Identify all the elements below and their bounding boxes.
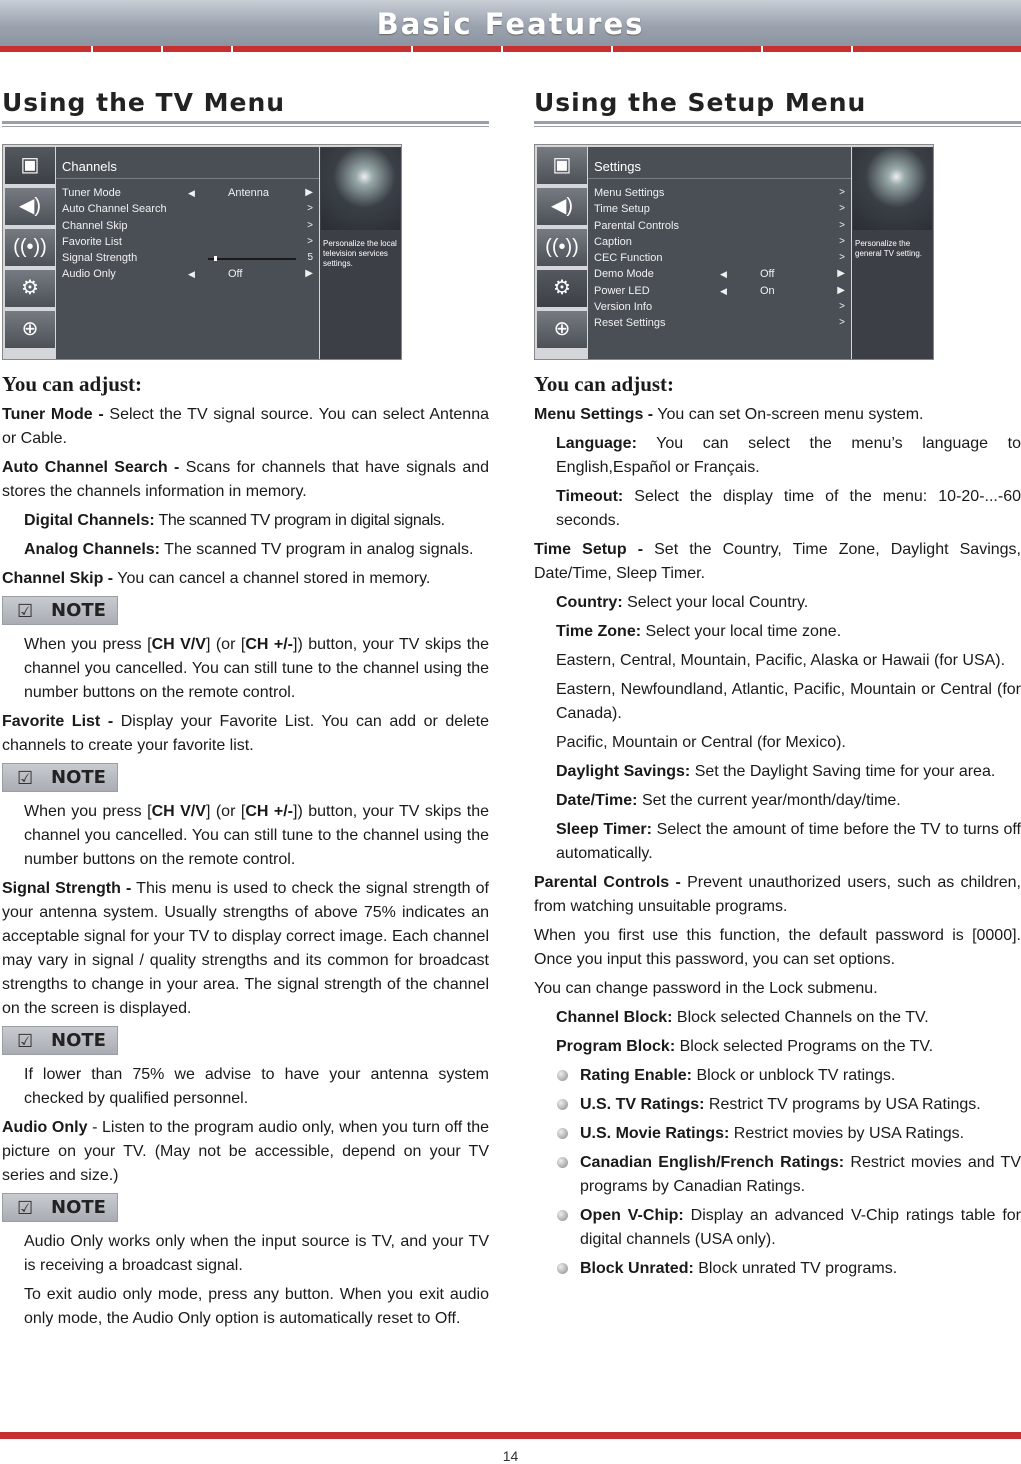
globe-icon: ⊕ (537, 311, 587, 348)
menu-panel (588, 147, 851, 359)
adjust-heading: You can adjust: (534, 372, 675, 396)
menu-row-label: Signal Strength (62, 252, 138, 265)
section-rule (2, 121, 489, 127)
menu-row-label: Menu Settings (594, 187, 665, 199)
menu-preview (320, 147, 401, 359)
canadian-ratings-item: Canadian English/French Ratings: Restrict movies and TV programs by Canadian Ratings. (534, 1151, 1021, 1199)
right-column (534, 88, 1021, 1286)
menu-row[interactable] (62, 266, 319, 282)
digital-channels-paragraph: Digital Channels: The scanned TV program in digital signals. (24, 512, 445, 529)
note-signal-text: If lower than 75% we advise to have your antenna system checked by qualified personnel. (24, 1066, 489, 1107)
menu-row[interactable] (594, 234, 851, 250)
note-badge: ☑ NOTE (2, 596, 118, 625)
menu-row-label: Auto Channel Search (62, 203, 167, 216)
time-zone-usa: Eastern, Central, Mountain, Pacific, Alaska or Hawaii (for USA). (556, 652, 1006, 669)
arrow-right-icon: > (839, 317, 845, 329)
menu-panel (56, 147, 319, 359)
menu-row[interactable] (594, 201, 851, 217)
arrow-right-icon: > (839, 219, 845, 231)
country-paragraph: Country: Select your local Country. (556, 594, 809, 611)
satellite-dish-image (321, 148, 400, 230)
sound-icon: ◀) (537, 188, 587, 225)
arrow-right-icon: ▶ (837, 284, 845, 296)
bullet-icon (557, 1128, 568, 1139)
picture-icon: ▣ (537, 147, 587, 184)
section-title: Using the TV Menu (2, 88, 286, 117)
note-badge: ☑ NOTE (2, 763, 118, 792)
password-change-paragraph: You can change password in the Lock submenu. (534, 980, 878, 997)
menu-row-label: Tuner Mode (62, 187, 121, 199)
menu-row-label: CEC Function (594, 252, 663, 265)
arrow-left-icon: ◀ (188, 269, 195, 280)
adjust-heading: You can adjust: (2, 372, 143, 396)
note-icon: ☑ (17, 600, 34, 621)
picture-icon: ▣ (5, 147, 55, 184)
auto-channel-paragraph: Auto Channel Search - Scans for channels that have signals and stores the channels information in memory. (2, 459, 490, 500)
sleep-timer-paragraph: Sleep Timer: Select the amount of time before the TV to turns off automatically. (556, 821, 1021, 862)
arrow-right-icon: > (839, 301, 845, 313)
left-column (2, 88, 489, 1336)
arrow-left-icon: ◀ (720, 285, 727, 296)
page-header (0, 0, 1021, 48)
audio-only-paragraph: Audio Only - Listen to the program audio only, when you turn off the picture on your TV. (May not be accessible, depend on your TV series and size.) (2, 1119, 489, 1184)
arrow-right-icon: > (307, 235, 313, 247)
menu-row-label: Caption (594, 235, 632, 248)
signal-meter (208, 258, 296, 260)
note-favorite-text: When you press [CH V/V] (or [CH +/-]) button, your TV skips the channel you cancelled. You can still tune to the channel using the number buttons on the remote control. (24, 803, 490, 868)
daylight-paragraph: Daylight Savings: Set the Daylight Saving time for your area. (556, 763, 996, 780)
us-tv-ratings-item: U.S. TV Ratings: Restrict TV programs by USA Ratings. (534, 1093, 1021, 1117)
menu-row-label: Time Setup (594, 203, 650, 216)
setup-menu-screenshot (534, 144, 934, 360)
date-time-paragraph: Date/Time: Set the current year/month/day/time. (556, 792, 901, 809)
time-zone-canada: Eastern, Newfoundland, Atlantic, Pacific, Mountain or Central (for Canada). (556, 681, 1021, 722)
bullet-icon (557, 1157, 568, 1168)
page-header-title: Basic Features (376, 7, 645, 41)
menu-panel-title: Channels (56, 147, 319, 179)
menu-preview-text: Personalize the general TV setting. (855, 239, 923, 258)
note-channel-skip-text: When you press [CH V/V] (or [CH +/-]) button, your TV skips the channel you cancelled. You can still tune to the channel using the number buttons on the remote control. (24, 636, 490, 701)
block-unrated-item: Block Unrated: Block unrated TV programs. (534, 1257, 1021, 1281)
gear-icon: ⚙ (5, 270, 55, 307)
open-vchip-item: Open V-Chip: Display an advanced V-Chip ratings table for digital channels (USA only). (534, 1204, 1021, 1252)
time-setup-paragraph: Time Setup - Set the Country, Time Zone, Daylight Savings, Date/Time, Sleep Timer. (534, 541, 1021, 582)
menu-row-value: Antenna (228, 187, 269, 199)
note-icon: ☑ (17, 1197, 34, 1218)
menu-row-value: Off (760, 268, 775, 281)
menu-row[interactable] (62, 201, 319, 217)
parental-controls-paragraph: Parental Controls - Prevent unauthorized users, such as children, from watching unsuitable programs. (534, 874, 1021, 915)
password-paragraph: When you first use this function, the default password is [0000]. Once you input this password, you can set options. (534, 927, 1021, 968)
gear-image (853, 148, 932, 230)
favorite-list-paragraph: Favorite List - Display your Favorite List. You can add or delete channels to create your favorite list. (2, 713, 490, 754)
arrow-right-icon: > (839, 203, 845, 215)
menu-row[interactable] (594, 250, 851, 266)
note-icon: ☑ (17, 1030, 34, 1051)
menu-row-label: Audio Only (62, 268, 116, 281)
arrow-right-icon: 5 (307, 252, 313, 264)
menu-row[interactable] (62, 234, 319, 250)
analog-channels-paragraph: Analog Channels: The scanned TV program in analog signals. (24, 541, 474, 558)
tuner-mode-paragraph: Tuner Mode - Select the TV signal source. You can select Antenna or Cable. (2, 406, 489, 447)
note-icon: ☑ (17, 767, 34, 788)
menu-row[interactable] (594, 299, 851, 315)
channel-icon: ((•)) (537, 229, 587, 266)
menu-rows (56, 179, 319, 283)
menu-row[interactable] (62, 250, 319, 266)
arrow-right-icon: ▶ (305, 187, 313, 198)
section-title: Using the Setup Menu (534, 88, 867, 117)
time-zone-mexico: Pacific, Mountain or Central (for Mexico). (556, 734, 846, 751)
menu-row-label: Favorite List (62, 235, 122, 248)
header-red-bar (0, 46, 1021, 52)
note-badge: ☑ NOTE (2, 1026, 118, 1055)
menu-preview (852, 147, 933, 359)
language-paragraph: Language: You can select the menu’s language to English,Español or Français. (556, 435, 1021, 476)
menu-icon-column (537, 147, 587, 352)
menu-row[interactable] (594, 218, 851, 234)
bullet-icon (557, 1070, 568, 1081)
menu-row-label: Channel Skip (62, 219, 128, 232)
menu-row-label: Version Info (594, 301, 653, 314)
time-zone-paragraph: Time Zone: Select your local time zone. (556, 623, 842, 640)
rating-enable-item: Rating Enable: Block or unblock TV ratings. (534, 1064, 1021, 1088)
menu-row[interactable] (594, 185, 851, 201)
bullet-icon (557, 1210, 568, 1221)
arrow-right-icon: > (839, 187, 845, 198)
menu-row[interactable] (594, 283, 851, 299)
arrow-right-icon: ▶ (837, 268, 845, 280)
bullet-icon (557, 1263, 568, 1274)
arrow-right-icon: > (307, 219, 313, 231)
gear-icon: ⚙ (537, 270, 587, 307)
menu-row-label: Demo Mode (594, 268, 654, 281)
us-movie-ratings-item: U.S. Movie Ratings: Restrict movies by USA Ratings. (534, 1122, 1021, 1146)
channel-icon: ((•)) (5, 229, 55, 266)
menu-row-label: Reset Settings (594, 317, 666, 330)
menu-row-value: Off (228, 268, 243, 281)
note-badge: ☑ NOTE (2, 1193, 118, 1222)
menu-row-value: On (760, 284, 775, 297)
arrow-right-icon: > (839, 252, 845, 264)
menu-row-label: Parental Controls (594, 219, 679, 232)
arrow-right-icon: > (307, 203, 313, 215)
menu-row[interactable] (62, 218, 319, 234)
footer-red-bar (0, 1432, 1021, 1439)
program-block-paragraph: Program Block: Block selected Programs on the TV. (556, 1038, 934, 1055)
menu-preview-text: Personalize the local television services settings. (323, 239, 397, 268)
note-audio-only-text: Audio Only works only when the input source is TV, and your TV is receiving a broadcast signal. (24, 1233, 489, 1274)
timeout-paragraph: Timeout: Select the display time of the menu: 10-20-...-60 seconds. (556, 488, 1021, 529)
channel-block-paragraph: Channel Block: Block selected Channels on the TV. (556, 1009, 929, 1026)
sound-icon: ◀) (5, 188, 55, 225)
menu-row[interactable] (594, 266, 851, 282)
menu-panel-title: Settings (588, 147, 851, 179)
signal-strength-paragraph: Signal Strength - This menu is used to check the signal strength of your antenna system. Usually strengths of above 75% indicates an acceptable signal for your TV to display correct image. Each channel may vary in signal / quality strengths and its common for broadcast strengths to change in your area. The signal strength of the channel on the screen is displayed. (2, 880, 490, 1017)
note-audio-exit-text: To exit audio only mode, press any button. When you exit audio only mode, the Audio Only option is automatically reset to Off. (24, 1286, 489, 1327)
globe-icon: ⊕ (5, 311, 55, 348)
arrow-left-icon: ◀ (188, 188, 195, 198)
menu-row[interactable] (62, 185, 319, 201)
menu-icon-column (5, 147, 55, 352)
section-rule (534, 121, 1021, 127)
tv-menu-screenshot (2, 144, 402, 360)
menu-settings-paragraph: Menu Settings - You can set On-screen menu system. (534, 406, 924, 423)
arrow-left-icon: ◀ (720, 269, 727, 280)
channel-skip-paragraph: Channel Skip - You can cancel a channel stored in memory. (2, 570, 431, 587)
menu-row-label: Power LED (594, 284, 650, 297)
arrow-right-icon: > (839, 235, 845, 247)
bullet-icon (557, 1099, 568, 1110)
arrow-right-icon: ▶ (305, 268, 313, 280)
page-number: 14 (502, 1448, 519, 1464)
menu-row[interactable] (594, 315, 851, 331)
menu-rows (588, 179, 851, 332)
